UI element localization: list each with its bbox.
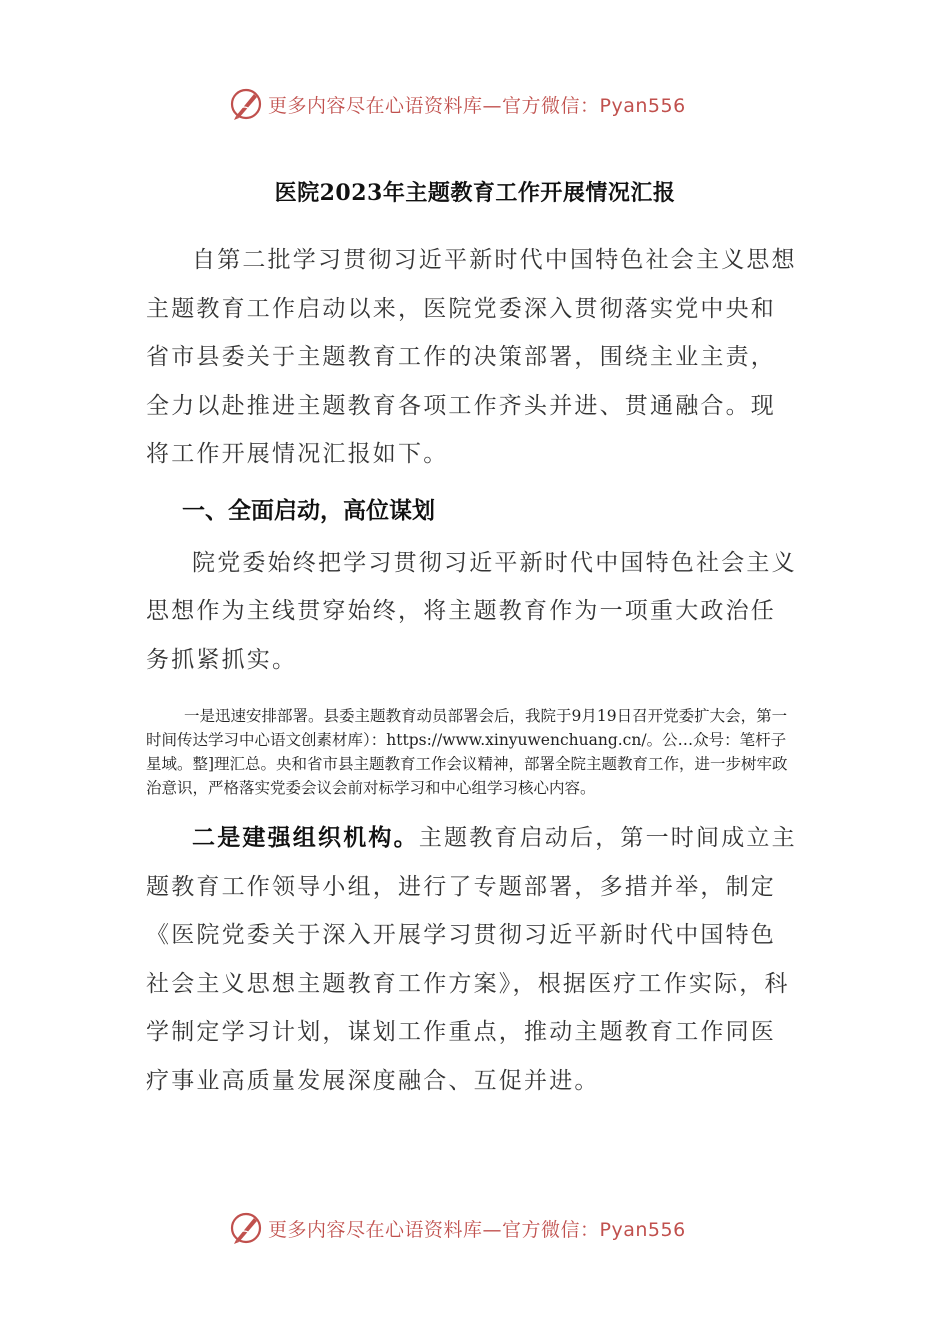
banner-text: 更多内容尽在心语资料库—官方微信：Pyan556 (268, 1218, 686, 1241)
header-banner (228, 84, 748, 124)
item-one-paragraph: 一是迅速安排部署。县委主题教育动员部署会后，我院于9月19日召开党委扩大会，第一时间传达学习中心语文创素材库）：https://www.xinyuwenchuang.cn/。公…众号：笔杆子星域。整]理汇总。央和省市县主题教育工作会议精神，部署全院主题教育工作，进一步树牢政治意识，严格落实党委会议会前对标学习和中心组学习核心内容。 (146, 707, 788, 797)
pen-logo-icon (228, 86, 264, 122)
section-paragraph: 院党委始终把学习贯彻习近平新时代中国特色社会主义思想作为主线贯穿始终，将主题教育作为一项重大政治任务抓紧抓实。 (146, 549, 797, 673)
footer-banner (228, 1208, 748, 1248)
item-two-lead: 二是建强组织机构。 (192, 825, 419, 851)
banner-text: 更多内容尽在心语资料库—官方微信：Pyan556 (268, 94, 686, 117)
pen-logo-icon (228, 1210, 264, 1246)
document-title: 医院2023年主题教育工作开展情况汇报 (274, 180, 676, 206)
intro-paragraph: 自第二批学习贯彻习近平新时代中国特色社会主义思想主题教育工作启动以来，医院党委深入贯彻落实党中央和省市县委关于主题教育工作的决策部署，围绕主业主责，全力以赴推进主题教育各项工作齐头并进、贯通融合。现将工作开展情况汇报如下。 (146, 247, 797, 467)
document-body (146, 236, 800, 1105)
section-heading: 一、全面启动，高位谋划 (182, 497, 435, 524)
item-two-paragraph (146, 814, 800, 1105)
item-two-text: 主题教育启动后，第一时间成立主题教育工作领导小组，进行了专题部署，多措并举，制定《医院党委关于深入开展学习贯彻习近平新时代中国特色社会主义思想主题教育工作方案》，根据医疗工作实际，科学制定学习计划，谋划工作重点，推动主题教育工作同医疗事业高质量发展深度融合、互促并进。 (146, 825, 797, 1094)
